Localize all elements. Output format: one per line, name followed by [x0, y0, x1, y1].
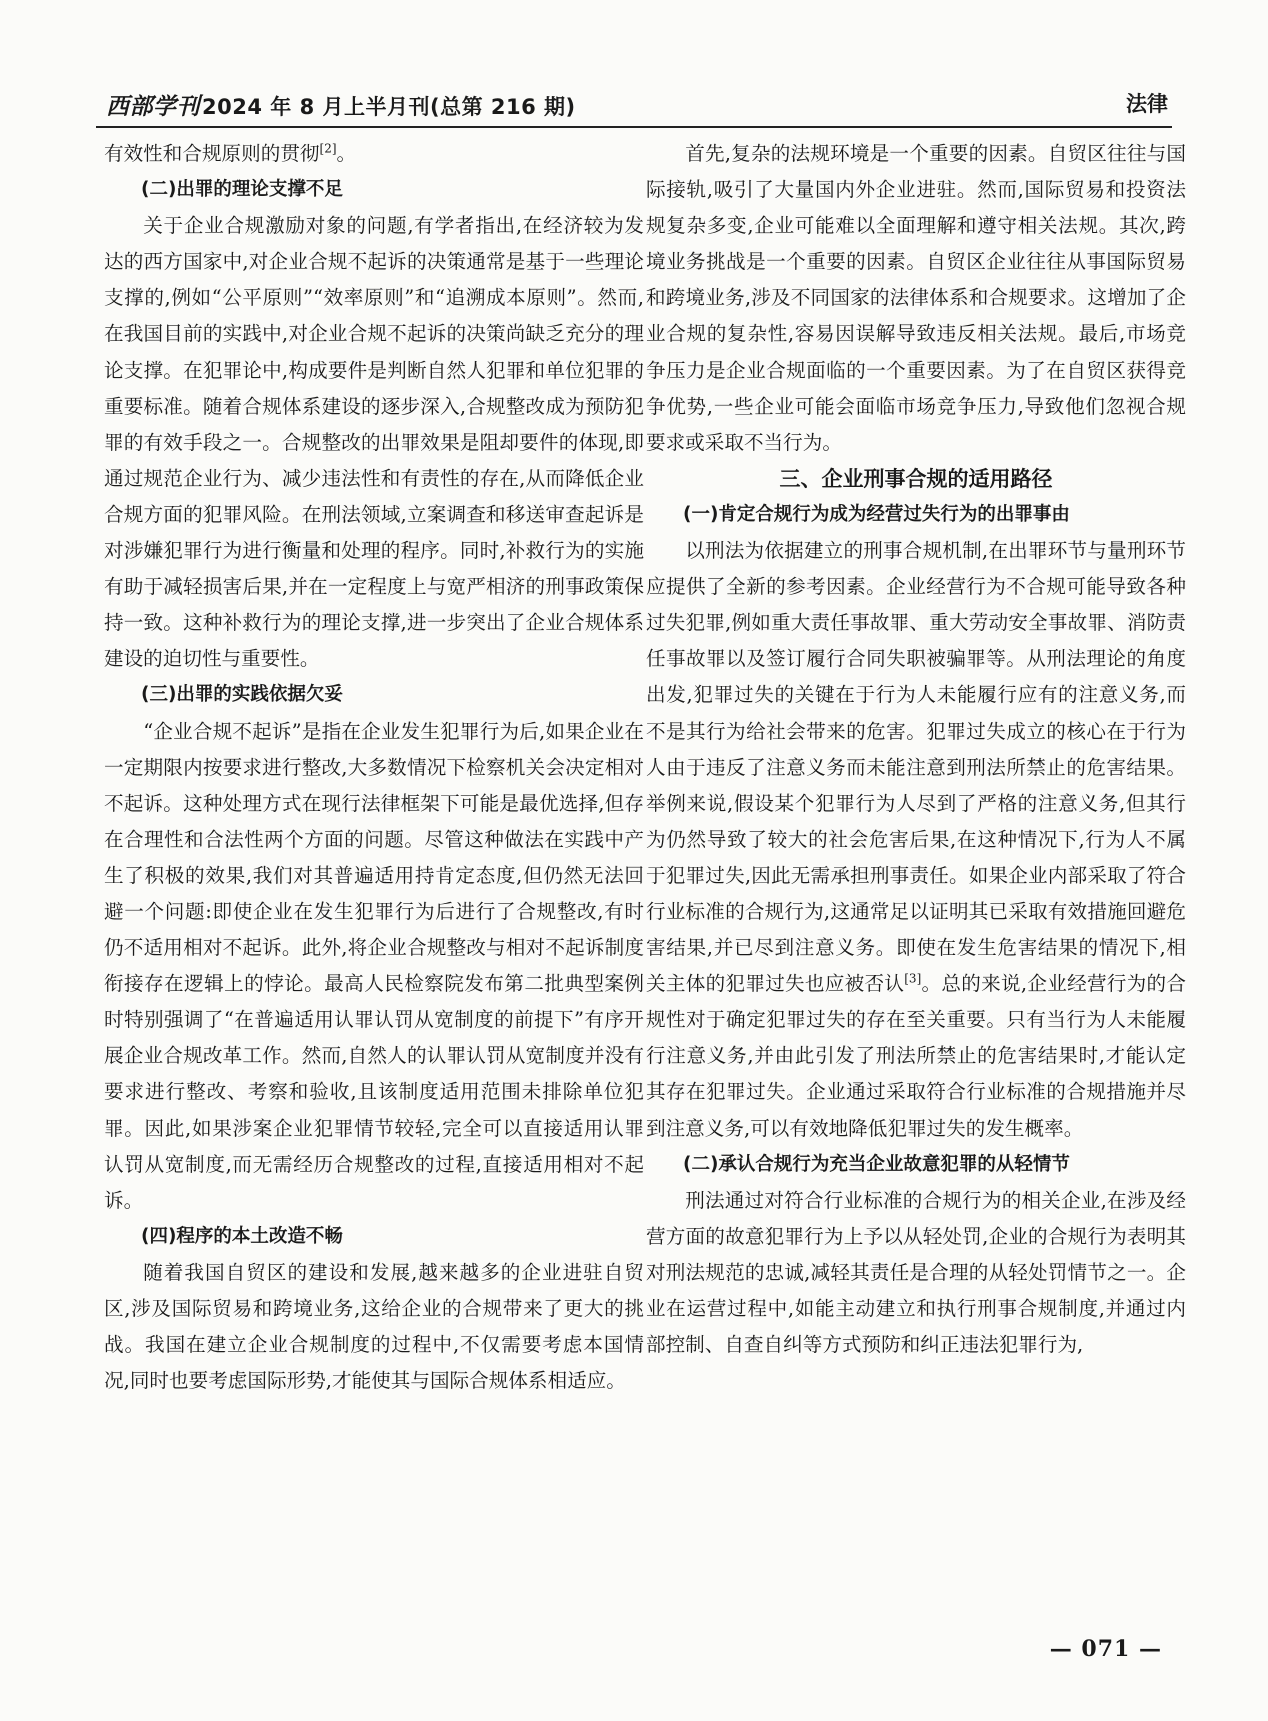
section-tag: 法律 [1126, 92, 1168, 116]
journal-logo: 西部学刊 [106, 93, 200, 120]
paragraph: 刑法通过对符合行业标准的合规行为的相关企业,在涉及经营方面的故意犯罪行为上予以从轻处罚,企业的合规行为表明其对刑法规范的忠诚,减轻其责任是合理的从轻处罚情节之一。企业在运营过程中,如能主动建立和执行刑事合规制度,并通过内部控制、自查自纠等方式预防和纠正违法犯罪行为, [646, 1188, 1186, 1357]
subsection-heading: (三)出罪的实践依据欠妥 [141, 684, 343, 706]
subsection-heading: (一)肯定合规行为成为经营过失行为的出罪事由 [683, 503, 1070, 525]
left-column [104, 136, 644, 1399]
page-number: — 071 — [1049, 1636, 1162, 1662]
paragraph: 关于企业合规激励对象的问题,有学者指出,在经济较为发达的西方国家中,对企业合规不起诉的决策通常是基于一些理论支撑的,例如“公平原则”“效率原则”和“追溯成本原则”。然而,在我国目前的实践中,对企业合规不起诉的决策尚缺乏充分的理论支撑。在犯罪论中,构成要件是判断自然人犯罪和单位犯罪的重要标准。随着合规体系建设的逐步深入,合规整改成为预防犯罪的有效手段之一。合规整改的出罪效果是阻却要件的体现,即通过规范企业行为、减少违法性和有责性的存在,从而降低企业合规方面的犯罪风险。在刑法领域,立案调查和移送审查起诉是对涉嫌犯罪行为进行衡量和处理的程序。同时,补救行为的实施有助于减轻损害后果,并在一定程度上与宽严相济的刑事政策保持一致。这种补救行为的理论支撑,进一步突出了企业合规体系建设的迫切性与重要性。 [104, 214, 644, 671]
subsection-heading: (四)程序的本土改造不畅 [141, 1225, 343, 1247]
paragraph-text: 。 [336, 142, 357, 165]
paragraph-text: 以刑法为依据建立的刑事合规机制,在出罪环节与量刑环节应提供了全新的参考因素。企业经营行为不合规可能导致各种过失犯罪,例如重大责任事故罪、重大劳动安全事故罪、消防责任事故罪以及签订履行合同失职被骗罪等。从刑法理论的角度出发,犯罪过失的关键在于行为人未能履行应有的注意义务,而不是其行为给社会带来的危害。犯罪过失成立的核心在于行为人由于违反了注意义务而未能注意到刑法所禁止的危害结果。举例来说,假设某个犯罪行为人尽到了严格的注意义务,但其行为仍然导致了较大的社会危害后果,在这种情况下,行为人不属于犯罪过失,因此无需承担刑事责任。如果企业内部采取了符合行业标准的合规行为,这通常足以证明其已采取有效措施回避危害结果,并已尽到注意义务。即使在发生危害结果的情况下,相关主体的犯罪过失也应被否认 [646, 539, 1186, 996]
journal-title [106, 88, 576, 121]
paragraph: 随着我国自贸区的建设和发展,越来越多的企业进驻自贸区,涉及国际贸易和跨境业务,这给企业的合规带来了更大的挑战。我国在建立企业合规制度的过程中,不仅需要考虑本国情况,同时也要考虑国际形势,才能使其与国际合规体系相适应。 [104, 1260, 644, 1393]
paragraph [646, 533, 1186, 1147]
paragraph-text: 有效性和合规原则的贯彻 [104, 142, 320, 165]
subsection-heading: (二)出罪的理论支撑不足 [141, 179, 343, 201]
right-column [646, 136, 1186, 1363]
paragraph [104, 136, 644, 172]
citation-ref: [3] [904, 971, 922, 986]
running-header [96, 86, 1172, 128]
paragraph-text: 。总的来说,企业经营行为的合规性对于确定犯罪过失的存在至关重要。只有当行为人未能履行注意义务,并由此引发了刑法所禁止的危害结果时,才能认定其存在犯罪过失。企业通过采取符合行业标准的合规措施并尽到注意义务,可以有效地降低犯罪过失的发生概率。 [646, 972, 1186, 1140]
citation-ref: [2] [319, 141, 337, 156]
section-heading: 三、企业刑事合规的适用路径 [779, 466, 1053, 491]
subsection-heading: (二)承认合规行为充当企业故意犯罪的从轻情节 [683, 1153, 1070, 1175]
paragraph: “企业合规不起诉”是指在企业发生犯罪行为后,如果企业在一定期限内按要求进行整改,大多数情况下检察机关会决定相对不起诉。这种处理方式在现行法律框架下可能是最优选择,但存在合理性和合法性两个方面的问题。尽管这种做法在实践中产生了积极的效果,我们对其普遍适用持肯定态度,但仍然无法回避一个问题:即使企业在发生犯罪行为后进行了合规整改,有时仍不适用相对不起诉。此外,将企业合规整改与相对不起诉制度衔接存在逻辑上的悖论。最高人民检察院发布第二批典型案例时特别强调了“在普遍适用认罪认罚从宽制度的前提下”有序开展企业合规改革工作。然而,自然人的认罪认罚从宽制度并没有要求进行整改、考察和验收,且该制度适用范围未排除单位犯罪。因此,如果涉案企业犯罪情节较轻,完全可以直接适用认罪认罚从宽制度,而无需经历合规整改的过程,直接适用相对不起诉。 [104, 719, 644, 1212]
paragraph: 首先,复杂的法规环境是一个重要的因素。自贸区往往与国际接轨,吸引了大量国内外企业进驻。然而,国际贸易和投资法规复杂多变,企业可能难以全面理解和遵守相关法规。其次,跨境业务挑战是一个重要的因素。自贸区企业往往从事国际贸易和跨境业务,涉及不同国家的法律体系和合规要求。这增加了企业合规的复杂性,容易因误解导致违反相关法规。最后,市场竞争压力是企业合规面临的一个重要因素。为了在自贸区获得竞争优势,一些企业可能会面临市场竞争压力,导致他们忽视合规要求或采取不当行为。 [646, 142, 1186, 454]
issue-info: 2024 年 8 月上半月刊(总第 216 期) [202, 95, 576, 119]
